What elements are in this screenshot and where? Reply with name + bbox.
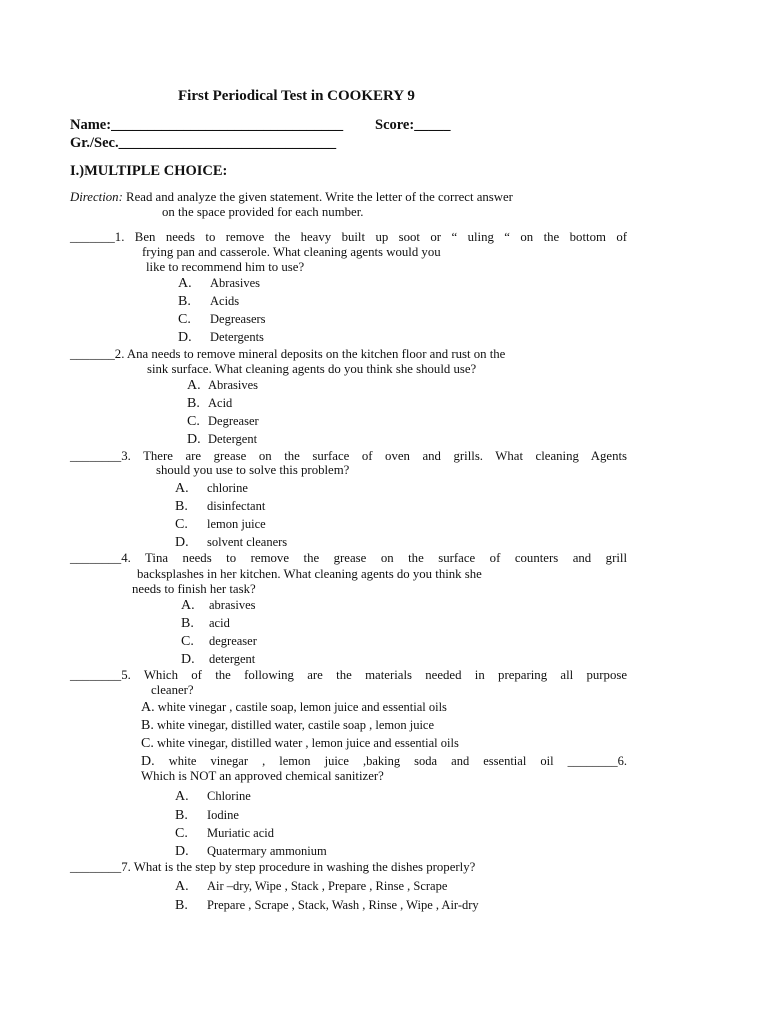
q6-option-c: C. Muriatic acid — [175, 826, 274, 841]
name-field: Name:________________________________ — [70, 117, 344, 133]
question-7-line-1: ________7. What is the step by step procedure in washing the dishes properly? — [70, 860, 476, 874]
score-field: Score:_____ — [375, 117, 451, 133]
question-4-line-2: backsplashes in her kitchen. What cleaning agents do you think she — [137, 567, 482, 581]
q5-option-d: D. white vinegar , lemon juice ,baking soda and essential oil ________6. — [141, 754, 628, 769]
question-1-line-1: _______1. Ben needs to remove the heavy built up soot or “ uling “ on the bottom of — [70, 230, 627, 244]
question-3-line-1: ________3. There are grease on the surface of oven and grills. What cleaning Agents — [70, 449, 627, 463]
q6-option-b: B. Iodine — [175, 808, 239, 823]
q5-option-a: A. white vinegar , castile soap, lemon juice and essential oils — [141, 700, 447, 715]
q3-option-b: B. disinfectant — [175, 499, 266, 514]
q1-option-b: B. Acids — [178, 294, 240, 309]
q6-option-a: A. Chlorine — [175, 789, 251, 804]
question-2-line-2: sink surface. What cleaning agents do you think she should use? — [147, 362, 477, 376]
q3-option-a: A. chlorine — [175, 481, 248, 496]
q4-option-c: C. degreaser — [181, 634, 257, 649]
grade-section-field: Gr./Sec.______________________________ — [70, 135, 337, 151]
q4-option-d: D. detergent — [181, 652, 256, 667]
q5-option-c: C. white vinegar, distilled water , lemon juice and essential oils — [141, 736, 459, 751]
question-2-line-1: _______2. Ana needs to remove mineral deposits on the kitchen floor and rust on the — [70, 347, 506, 361]
q2-option-c: C. Degreaser — [187, 414, 259, 429]
question-4-line-3: needs to finish her task? — [132, 582, 256, 596]
q4-option-b: B. acid — [181, 616, 230, 631]
direction-label: Direction: — [70, 190, 123, 204]
q4-option-a: A. abrasives — [181, 598, 256, 613]
direction-line-1 — [70, 190, 513, 205]
direction-text: Read and analyze the given statement. Write the letter of the correct answer — [126, 190, 513, 204]
test-title: First Periodical Test in COOKERY 9 — [178, 88, 415, 104]
section-title: I.)MULTIPLE CHOICE: — [70, 163, 228, 179]
direction-line-2: on the space provided for each number. — [162, 205, 364, 219]
q3-option-d: D. solvent cleaners — [175, 535, 288, 550]
q2-option-a: A. Abrasives — [187, 378, 258, 393]
question-5-line-1: ________5. Which of the following are the materials needed in preparing all purpose — [70, 668, 627, 682]
q5-option-b: B. white vinegar, distilled water, castile soap , lemon juice — [141, 718, 435, 733]
q1-option-c: C. Degreasers — [178, 312, 266, 327]
question-3-line-2: should you use to solve this problem? — [156, 463, 350, 477]
q7-option-a: A. Air –dry, Wipe , Stack , Prepare , Rinse , Scrape — [175, 879, 448, 894]
question-4-line-1: ________4. Tina needs to remove the grease on the surface of counters and grill — [70, 551, 627, 565]
q6-option-d: D. Quatermary ammonium — [175, 844, 327, 859]
q1-option-a: A. Abrasives — [178, 276, 260, 291]
q3-option-c: C. lemon juice — [175, 517, 266, 532]
question-6-line-1: Which is NOT an approved chemical sanitizer? — [141, 769, 384, 783]
q1-option-d: D. Detergents — [178, 330, 264, 345]
q2-option-b: B. Acid — [187, 396, 233, 411]
q2-option-d: D. Detergent — [187, 432, 258, 447]
question-5-line-2: cleaner? — [151, 683, 194, 697]
question-1-line-3: like to recommend him to use? — [146, 260, 305, 274]
question-1-line-2: frying pan and casserole. What cleaning agents would you — [142, 245, 441, 259]
q7-option-b: B. Prepare , Scrape , Stack, Wash , Rinse , Wipe , Air-dry — [175, 898, 479, 913]
